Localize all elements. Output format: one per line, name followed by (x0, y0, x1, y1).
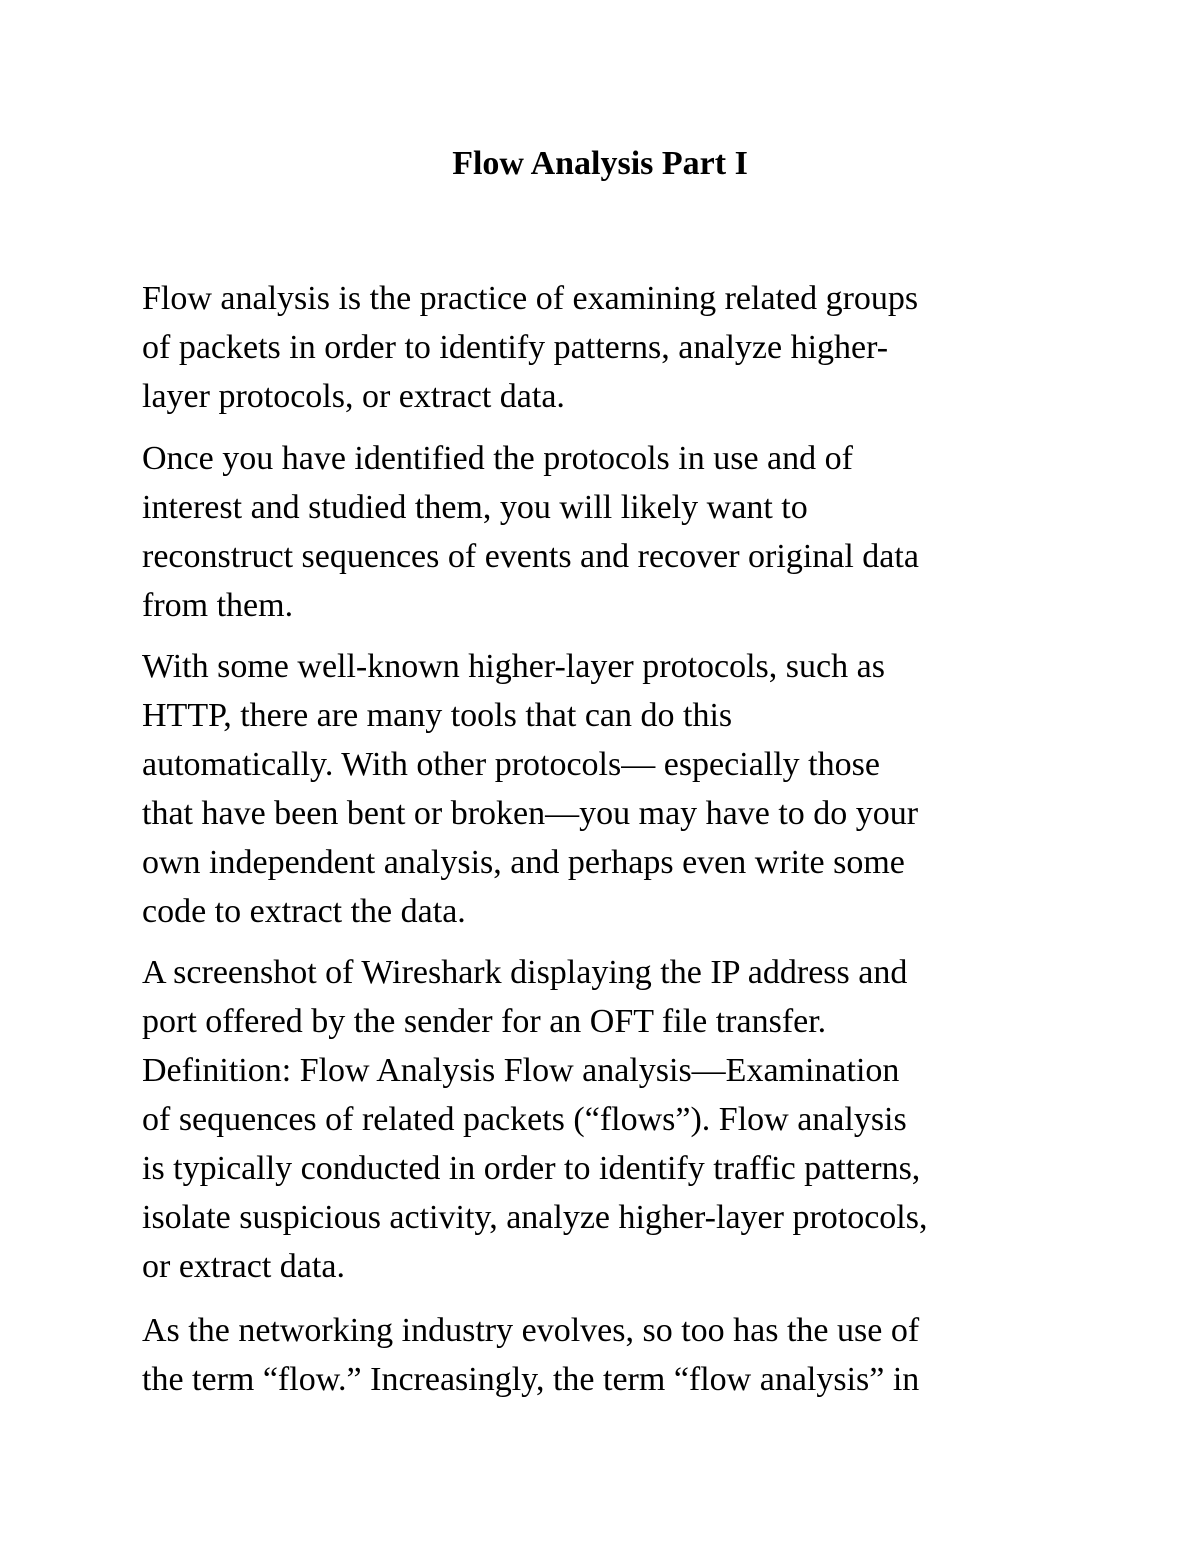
paragraph-line: from them. (142, 587, 294, 624)
paragraph-line: As the networking industry evolves, so too has the use of (142, 1312, 920, 1349)
paragraph-line: code to extract the data. (142, 893, 466, 930)
paragraph-line: the term “flow.” Increasingly, the term “flow analysis” in (142, 1361, 920, 1398)
paragraph-line: automatically. With other protocols— especially those (142, 746, 880, 783)
paragraph-2 (142, 434, 919, 630)
paragraph-line: isolate suspicious activity, analyze higher-layer protocols, (142, 1199, 928, 1236)
paragraph-line: Once you have identified the protocols in use and of (142, 440, 853, 477)
paragraph-line: port offered by the sender for an OFT file transfer. (142, 1003, 827, 1040)
paragraph-line: is typically conducted in order to identify traffic patterns, (142, 1150, 921, 1187)
paragraph-3 (142, 642, 918, 936)
paragraph-line: own independent analysis, and perhaps even write some (142, 844, 905, 881)
paragraph-line: layer protocols, or extract data. (142, 378, 565, 415)
paragraph-line: or extract data. (142, 1248, 345, 1285)
paragraph-line: reconstruct sequences of events and recover original data (142, 538, 919, 575)
paragraph-line: Definition: Flow Analysis Flow analysis—Examination (142, 1052, 900, 1089)
paragraph-1 (142, 274, 918, 421)
paragraph-4 (142, 948, 928, 1291)
paragraph-line: With some well-known higher-layer protocols, such as (142, 648, 885, 685)
page-title: Flow Analysis Part I (452, 145, 748, 182)
paragraph-line: interest and studied them, you will likely want to (142, 489, 808, 526)
paragraph-line: HTTP, there are many tools that can do this (142, 697, 733, 734)
paragraph-line: of sequences of related packets (“flows”). Flow analysis (142, 1101, 907, 1138)
paragraph-line: that have been bent or broken—you may have to do your (142, 795, 919, 832)
paragraph-line: Flow analysis is the practice of examining related groups (142, 280, 919, 317)
paragraph-5 (142, 1306, 919, 1404)
paragraph-line: A screenshot of Wireshark displaying the IP address and (142, 954, 908, 991)
paragraph-line: of packets in order to identify patterns, analyze higher- (142, 329, 889, 366)
